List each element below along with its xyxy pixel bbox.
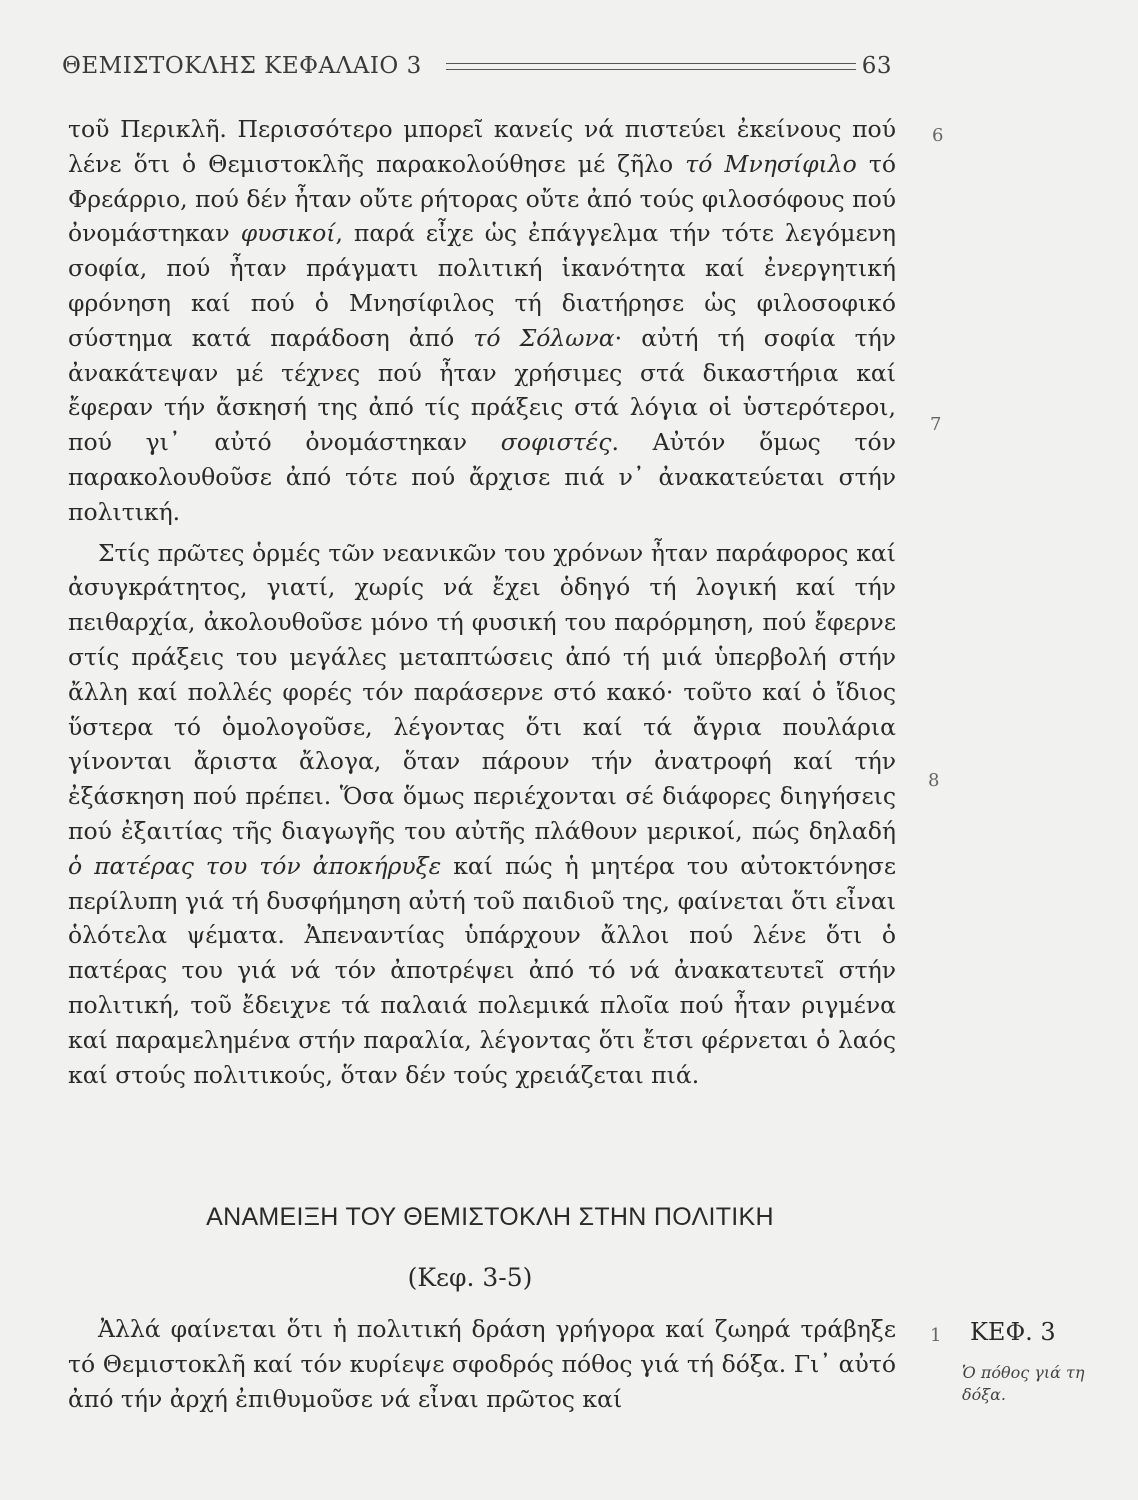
paragraph-1 <box>68 112 896 530</box>
section-title: ΑΝΑΜΕΙΞΗ ΤΟΥ ΘΕΜΙΣΤΟΚΛΗ ΣΤΗΝ ΠΟΛΙΤΙΚΗ <box>206 1203 774 1231</box>
paragraph-2-italic-1: ὁ πατέρας του τόν ἀποκήρυξε <box>68 851 442 880</box>
running-head-title: ΘΕΜΙΣΤΟΚΛΗΣ ΚΕΦΑΛΑΙΟ 3 <box>62 53 422 79</box>
paragraph-1-text-5: . Αὐτόν ὅμως τόν παρακολουθοῦσε ἀπό τότε πού ἄρχισε πιά ν᾽ ἀνακατεύεται στήν πολιτική. <box>68 428 896 526</box>
paragraph-3: Ἀλλά φαίνεται ὅτι ἡ πολιτική δράση γρήγορα καί ζωηρά τράβηξε τό Θεμιστοκλῆ καί τόν κυρίεψε σφοδρός πόθος γιά τή δόξα. Γι᾽ αὐτό ἀπό τήν ἀρχή ἐπιθυμοῦσε νά εἶναι πρῶτος καί <box>68 1315 896 1413</box>
paragraph-1-text-1: τοῦ Περικλῆ. Περισσότερο μπορεῖ κανείς νά πιστεύει ἐκείνους πού λένε ὅτι ὁ Θεμιστοκλῆς παρακολούθησε μέ ζῆλο <box>68 115 896 178</box>
paragraph-1-text-4: · αὐτή τή σοφία τήν ἀνακάτεψαν μέ τέχνες πού ἦταν χρήσιμες στά δικαστήρια καί ἔφεραν τήν ἄσκησή της ἀπό τίς πράξεις στά λόγια οἱ ὑστερότεροι, πού γι᾽ αὐτό ὀνομάστηκαν <box>68 323 896 457</box>
paragraph-1-text-3: , παρά εἶχε ὡς ἐπάγγελμα τήν τότε λεγόμενη σοφία, πού ἦταν πράγματι πολιτική ἱκανότητα καί ἐνεργητική φρόνηση καί πού ὁ Μνησίφιλος τή διατήρησε ὡς φιλοσοφικό σύστημα κατά παράδοση ἀπό <box>68 219 896 352</box>
main-text <box>68 112 896 1092</box>
paragraph-1-italic-3: τό Σόλωνα <box>473 323 615 352</box>
paragraph-2-text-1: Στίς πρῶτες ὁρμές τῶν νεανικῶν του χρόνων ἦταν παράφορος καί ἀσυγκράτητος, γιατί, χωρίς νά ἔχει ὁδηγό τή λογική καί τήν πειθαρχία, ἀκολουθοῦσε μόνο τή φυσική του παρόρμηση, πού ἔφερνε στίς πράξεις του μεγάλες μεταπτώσεις ἀπό τή μιά ὑπερβολή στήν ἄλλη καί πολλές φορές τόν παράσερνε στό κακό· τοῦτο καί ὁ ἴδιος ὕστερα τό ὁμολογοῦσε, λέγοντας ὅτι καί τά ἄγρια πουλάρια γίνονται ἄριστα ἄλογα, ὅταν πάρουν τήν ἀνατροφή καί τήν ἐξάσκηση πού πρέπει. Ὅσα ὅμως περιέχονται σέ διάφορες διηγήσεις πού ἐξαιτίας τῆς διαγωγῆς του αὐτῆς πλάθουν μερικοί, πώς δηλαδή <box>68 538 896 845</box>
sidebar-chapter-heading: ΚΕΦ. 3 <box>970 1318 1056 1346</box>
running-head-rule <box>446 63 856 70</box>
paragraph-2-text-2: καί πώς ἡ μητέρα του αὐτοκτόνησε περίλυπη γιά τή δυσφήμηση αὐτή τοῦ παιδιοῦ της, φαίνεται ὅτι εἶναι ὁλότελα ψέματα. Ἀπεναντίας ὑπάρχουν ἄλλοι πού λένε ὅτι ὁ πατέρας του γιά νά τόν ἀποτρέψει ἀπό τό νά ἀνακατευτεῖ στήν πολιτική, τοῦ ἔδειχνε τά παλαιά πολεμικά πλοῖα πού ἦταν ριγμένα καί παραμελημένα στήν παραλία, λέγοντας ὅτι ἔτσι φέρνεται ὁ λαός καί στούς πολιτικούς, ὅταν δέν τούς χρειάζεται πιά. <box>68 851 897 1089</box>
sidebar-note: Ὁ πόθος γιά τη δόξα. <box>962 1363 1085 1404</box>
margin-number-6: 6 <box>932 125 944 146</box>
main-text-continued <box>68 1312 896 1416</box>
running-head <box>62 48 892 84</box>
paragraph-1-italic-4: σοφιστές <box>500 428 612 457</box>
margin-number-7: 7 <box>930 414 942 435</box>
paragraph-1-italic-2: φυσικοί <box>240 219 336 248</box>
paragraph-1-italic-1: τό Μνησίφιλο <box>685 149 857 178</box>
section-subtitle: (Κεφ. 3-5) <box>407 1263 533 1292</box>
margin-number-1: 1 <box>930 1325 942 1346</box>
margin-number-8: 8 <box>928 770 940 791</box>
page-number: 63 <box>861 53 892 79</box>
paragraph-1-text-2: τό Φρεάρριο, πού δέν ἦταν οὔτε ρήτορας οὔτε ἀπό τούς φιλοσόφους πού ὀνομάστηκαν <box>68 149 897 248</box>
paragraph-2 <box>68 536 896 1093</box>
